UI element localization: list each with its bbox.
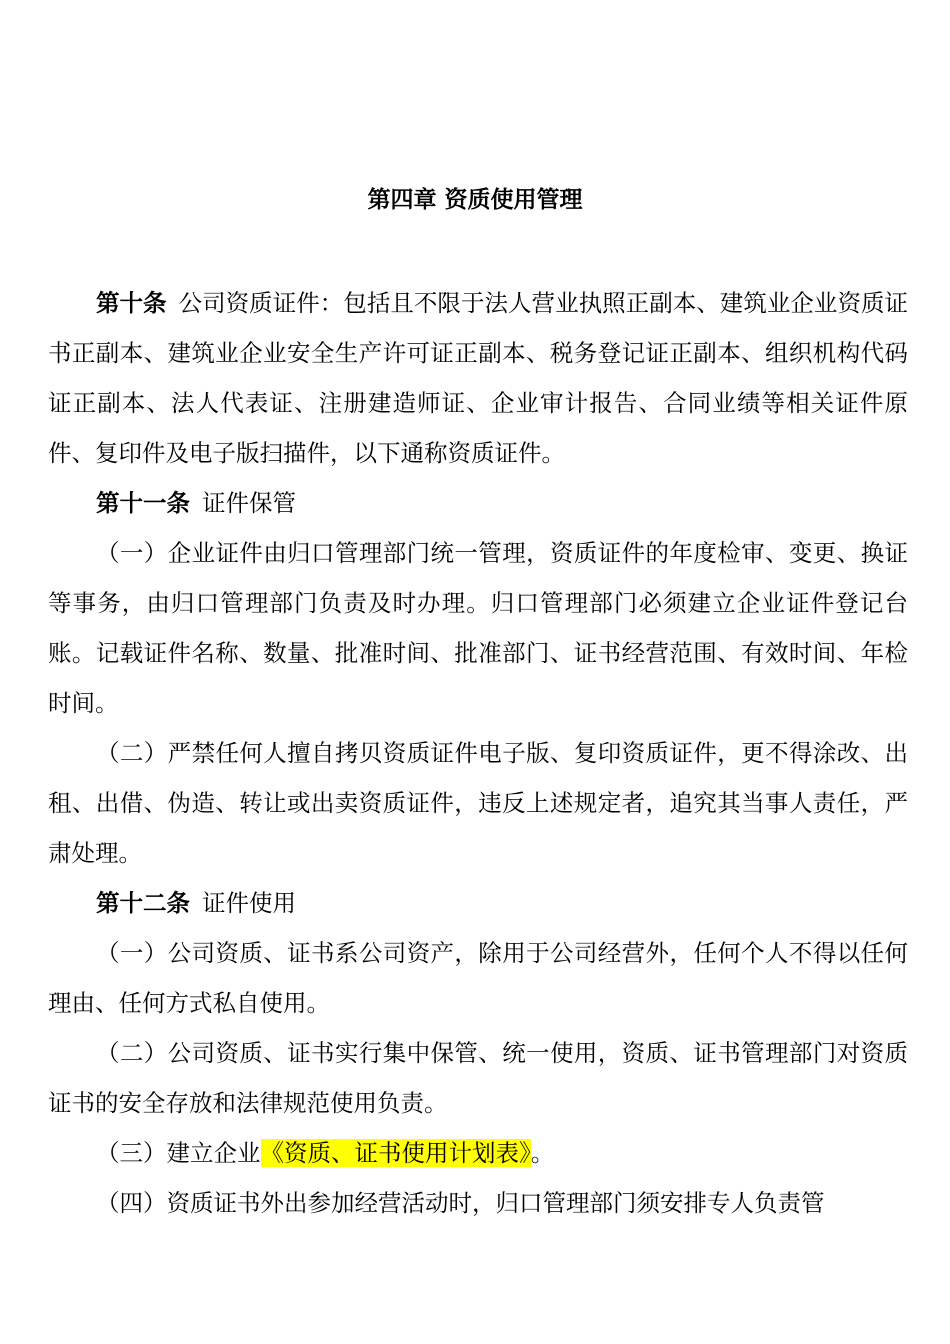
article-number: 第十二条 (96, 889, 190, 917)
document-body (48, 278, 908, 1228)
article-12-item-1: （一）公司资质、证书系公司资产，除用于公司经营外，任何个人不得以任何理由、任何方式私自使用。 (48, 939, 908, 1017)
article-11-item-1: （一）企业证件由归口管理部门统一管理，资质证件的年度检审、变更、换证等事务，由归口管理部门负责及时办理。归口管理部门必须建立企业证件登记台账。记载证件名称、数量、批准时间、批准部门、证书经营范围、有效时间、年检时间。 (48, 539, 908, 717)
article-number: 第十条 (96, 289, 167, 317)
article-12-item-4: （四）资质证书外出参加经营活动时，归口管理部门须安排专人负责管 (96, 1189, 825, 1217)
article-heading: 证件保管 (202, 489, 296, 517)
article-12-item-3 (48, 1128, 908, 1178)
article-number: 第十一条 (96, 489, 190, 517)
item-prefix: （三）建立企业 (96, 1139, 261, 1167)
article-text: 公司资质证件：包括且不限于法人营业执照正副本、建筑业企业资质证书正副本、建筑业企业安全生产许可证正副本、税务登记证正副本、组织机构代码证正副本、法人代表证、注册建造师证、企业审计报告、合同业绩等相关证件原件、复印件及电子版扫描件，以下通称资质证件。 (48, 289, 909, 467)
highlighted-form-name: 《资质、证书使用计划表》 (260, 1139, 531, 1167)
item-suffix: 。 (530, 1139, 555, 1167)
article-11 (48, 478, 908, 528)
article-11-item-2: （二）严禁任何人擅自拷贝资质证件电子版、复印资质证件，更不得涂改、出租、出借、伪造、转让或出卖资质证件，违反上述规定者，追究其当事人责任，严肃处理。 (48, 739, 908, 867)
article-heading: 证件使用 (202, 889, 296, 917)
article-10 (48, 278, 908, 478)
chapter-title: 第四章 资质使用管理 (367, 187, 583, 213)
article-12-item-2: （二）公司资质、证书实行集中保管、统一使用，资质、证书管理部门对资质证书的安全存放和法律规范使用负责。 (48, 1039, 908, 1117)
article-12 (48, 878, 908, 928)
